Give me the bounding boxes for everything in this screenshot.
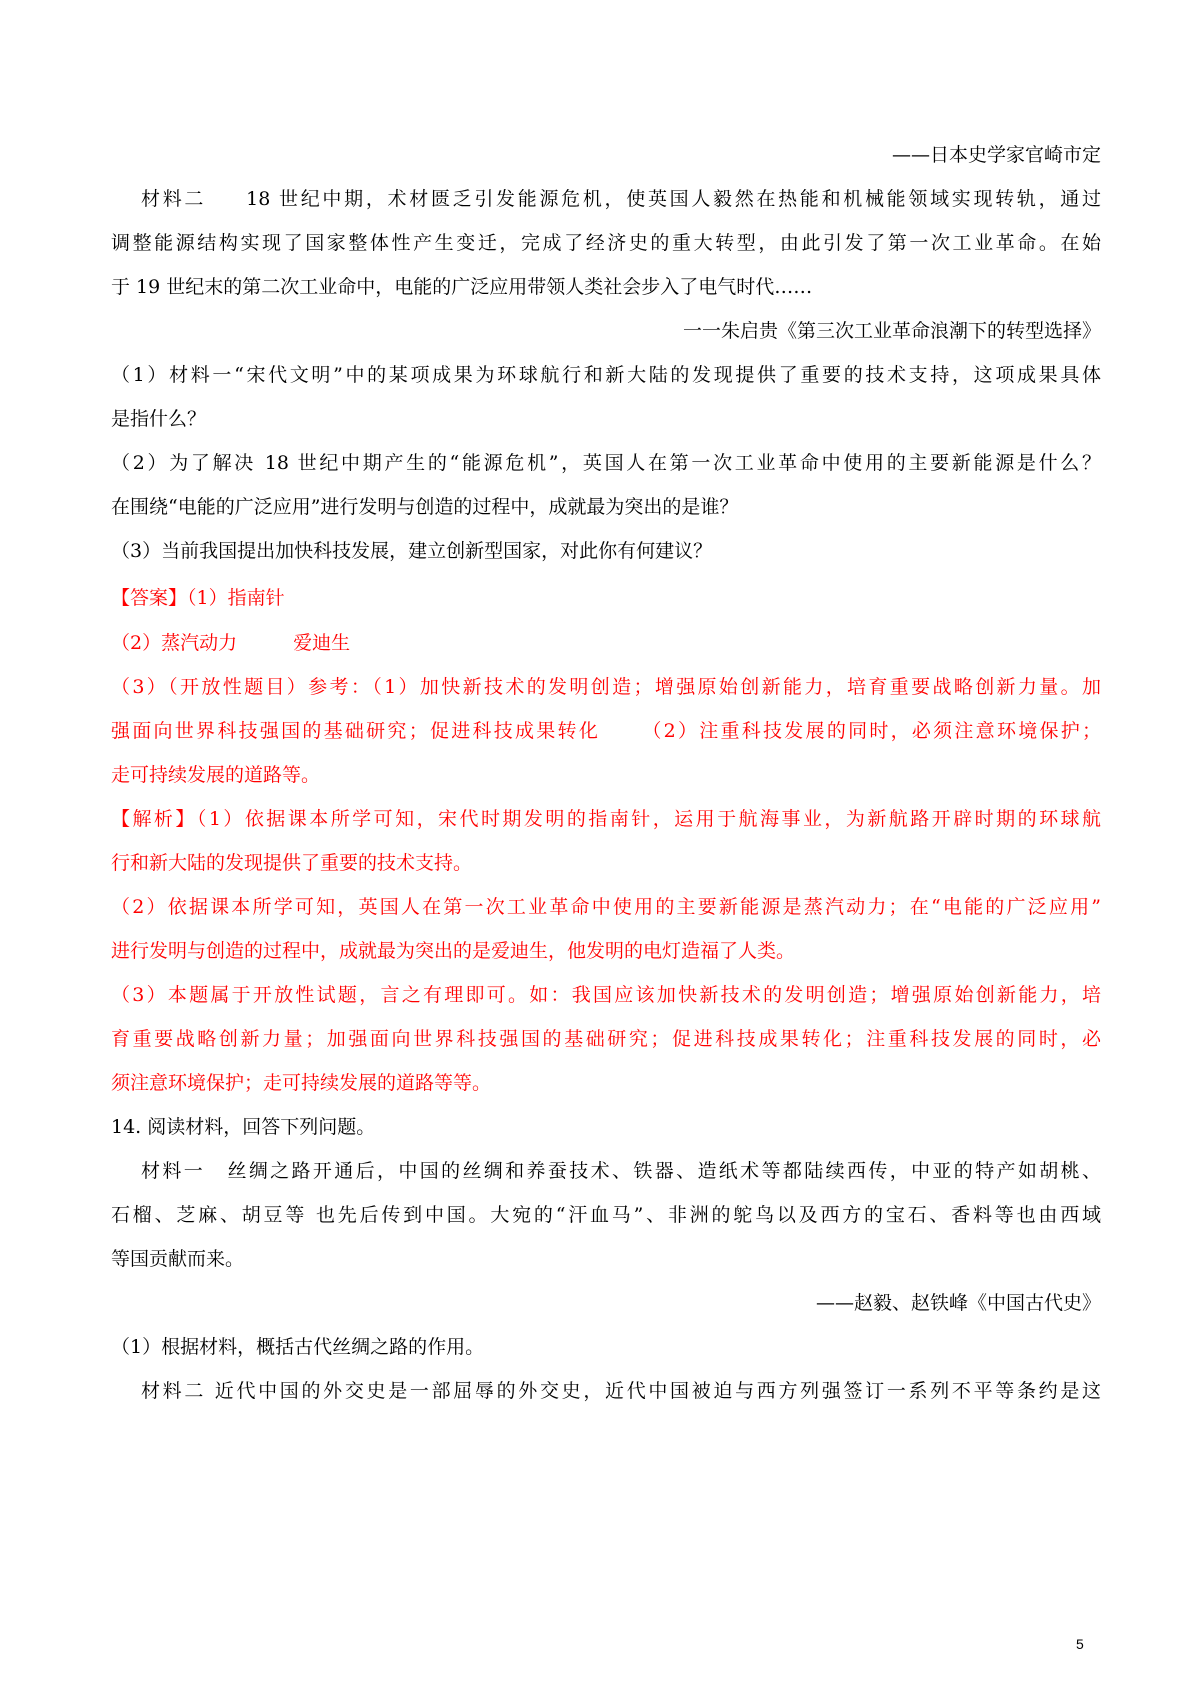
answer-part-a: 强面向世界科技强国的基础研究；促进科技成果转化 [111, 720, 601, 742]
answer-line [111, 630, 1101, 656]
question-3-line: （3）当前我国提出加快科技发展，建立创新型国家，对此你有何建议？ [111, 540, 713, 562]
material-two-text-start: 18 世纪中期，术材匮乏引发能源危机，使英国人毅然在热能和机械能领域实现转轨，通过 [246, 188, 1101, 210]
analysis-line: 行和新大陆的发现提供了重要的技术支持。 [111, 852, 473, 874]
question-2-line: 在围绕“电能的广泛应用”进行发明与创造的过程中，成就最为突出的是谁？ [111, 496, 739, 518]
material-one-label: 材料一 [141, 1160, 206, 1182]
paragraph-line: 等国贡献而来。 [111, 1248, 245, 1270]
answer-line: 走可持续发展的道路等。 [111, 764, 321, 786]
answer-steam-power: （2）蒸汽动力 [111, 632, 238, 654]
paragraph-line: 于 19 世纪末的第二次工业命中，电能的广泛应用带领人类社会步入了电气时代…… [111, 276, 813, 298]
material-one-text-start: 丝绸之路开通后，中国的丝绸和养蚕技术、铁器、造纸术等都陆续西传，中亚的特产如胡桃、 [225, 1160, 1101, 1182]
question-14-1-line: （1）根据材料，概括古代丝绸之路的作用。 [111, 1336, 485, 1358]
paragraph-line: 调整能源结构实现了国家整体性产生变迁，完成了经济史的重大转型，由此引发了第一次工业革命。在始 [111, 232, 1101, 254]
page-number: 5 [1076, 1636, 1084, 1652]
answer-line [111, 718, 1101, 744]
material-two-label: 材料二 [141, 188, 207, 210]
analysis-line: 须注意环境保护；走可持续发展的道路等等。 [111, 1072, 492, 1094]
quote-attribution-2: 一一朱启贵《第三次工业革命浪潮下的转型选择》 [682, 320, 1101, 342]
quote-attribution-3: ——赵毅、赵铁峰《中国古代史》 [815, 1292, 1101, 1314]
answer-line: 【答案】（1）指南针 [111, 587, 285, 609]
question-1-line: （1）材料一“宋代文明”中的某项成果为环球航行和新大陆的发现提供了重要的技术支持，这项成果具体 [111, 364, 1101, 386]
material-two-b-first-line: 材料二 近代中国的外交史是一部屈辱的外交史，近代中国被迫与西方列强签订一系列不平等条约是这 [141, 1380, 1101, 1402]
question-14-heading: 14. 阅读材料，回答下列问题。 [111, 1116, 376, 1138]
analysis-line: 进行发明与创造的过程中，成就最为突出的是爱迪生，他发明的电灯造福了人类。 [111, 940, 796, 962]
answer-edison: 爱迪生 [293, 632, 351, 654]
answer-part-b: （2）注重科技发展的同时，必须注意环境保护； [640, 720, 1101, 742]
analysis-line: （2）依据课本所学可知，英国人在第一次工业革命中使用的主要新能源是蒸汽动力；在“电能的广泛应用” [111, 896, 1101, 918]
question-1-line: 是指什么？ [111, 408, 207, 430]
quote-attribution-1: ——日本史学家官崎市定 [891, 144, 1101, 166]
analysis-line: （3）本题属于开放性试题，言之有理即可。如：我国应该加快新技术的发明创造；增强原始创新能力，培 [111, 984, 1101, 1006]
material-two-first-line [141, 186, 1101, 212]
analysis-line: 育重要战略创新力量；加强面向世界科技强国的基础研究；促进科技成果转化；注重科技发展的同时，必 [111, 1028, 1101, 1050]
material-one-first-line [141, 1158, 1101, 1184]
answer-line: （3）（开放性题目）参考：（1）加快新技术的发明创造；增强原始创新能力，培育重要战略创新力量。加 [111, 676, 1101, 698]
question-2-line: （2）为了解决 18 世纪中期产生的“能源危机”，英国人在第一次工业革命中使用的主要新能源是什么？ [111, 452, 1101, 474]
paragraph-line: 石榴、芝麻、胡豆等 也先后传到中国。大宛的“汗血马”、非洲的鸵鸟以及西方的宝石、香料等也由西域 [111, 1204, 1101, 1226]
analysis-line: 【解析】（1）依据课本所学可知，宋代时期发明的指南针，运用于航海事业，为新航路开辟时期的环球航 [111, 808, 1101, 830]
